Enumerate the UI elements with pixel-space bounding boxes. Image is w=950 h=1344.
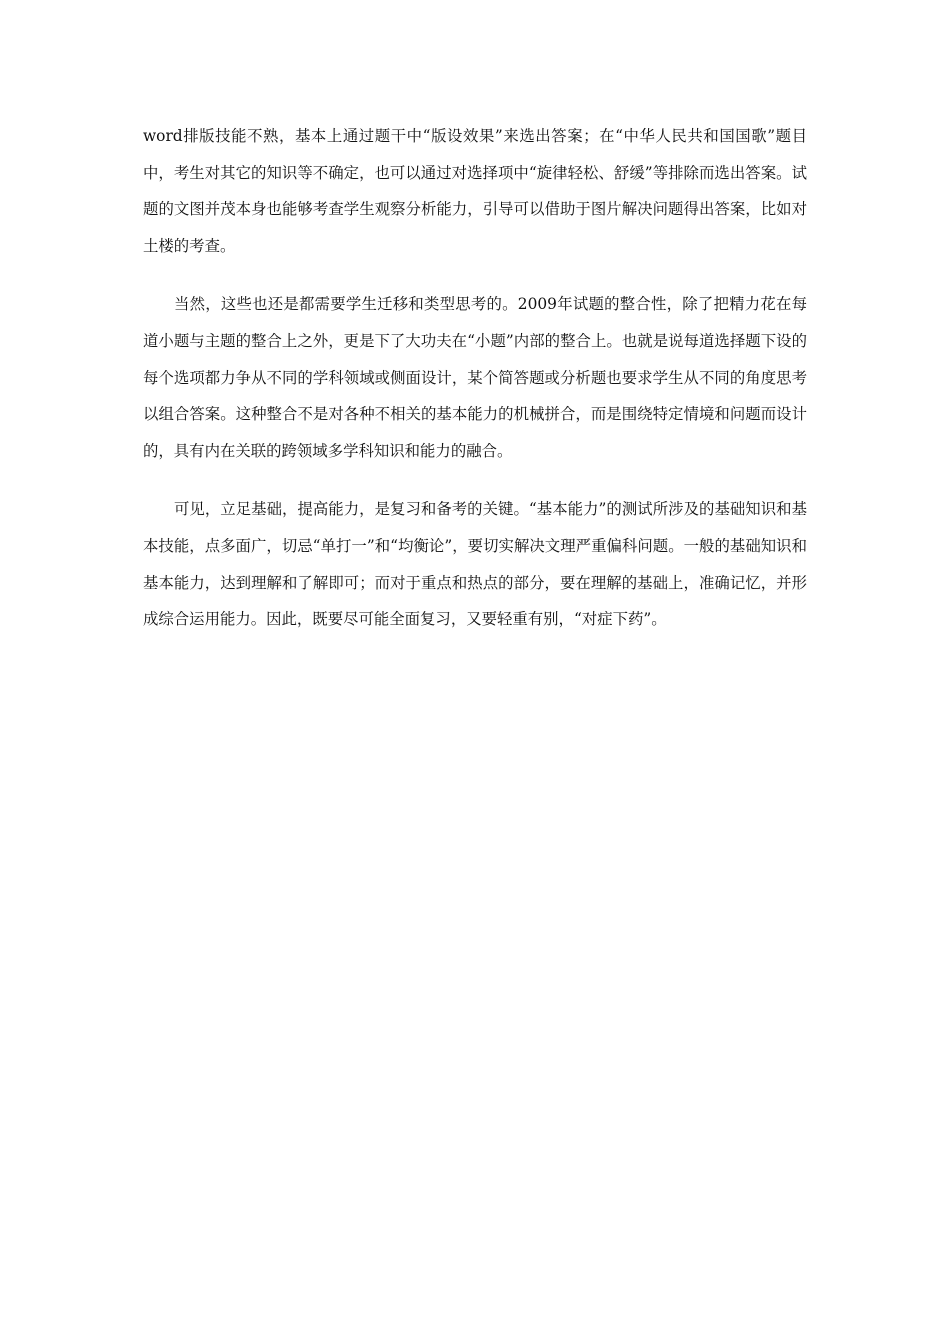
paragraph-3: 可见，立足基础，提高能力，是复习和备考的关键。“基本能力”的测试所涉及的基础知识和基本技能，点多面广，切忌“单打一”和“均衡论”，要切实解决文理严重偏科问题。一般的基础知识和基本能力，达到理解和了解即可；而对于重点和热点的部分，要在理解的基础上，准确记忆，并形成综合运用能力。因此，既要尽可能全面复习，又要轻重有别，“对症下药”。 (143, 500, 807, 629)
document-body (143, 118, 807, 660)
paragraph-2: 当然，这些也还是都需要学生迁移和类型思考的。2009年试题的整合性，除了把精力花在每道小题与主题的整合上之外，更是下了大功夫在“小题”内部的整合上。也就是说每道选择题下设的每个选项都力争从不同的学科领域或侧面设计，某个简答题或分析题也要求学生从不同的角度思考以组合答案。这种整合不是对各种不相关的基本能力的机械拼合，而是围绕特定情境和问题而设计的，具有内在关联的跨领域多学科知识和能力的融合。 (143, 295, 807, 460)
paragraph-1: word排版技能不熟，基本上通过题干中“版设效果”来选出答案；在“中华人民共和国国歌”题目中，考生对其它的知识等不确定，也可以通过对选择项中“旋律轻松、舒缓”等排除而选出答案。试题的文图并茂本身也能够考查学生观察分析能力，引导可以借助于图片解决问题得出答案，比如对土楼的考查。 (143, 127, 807, 255)
